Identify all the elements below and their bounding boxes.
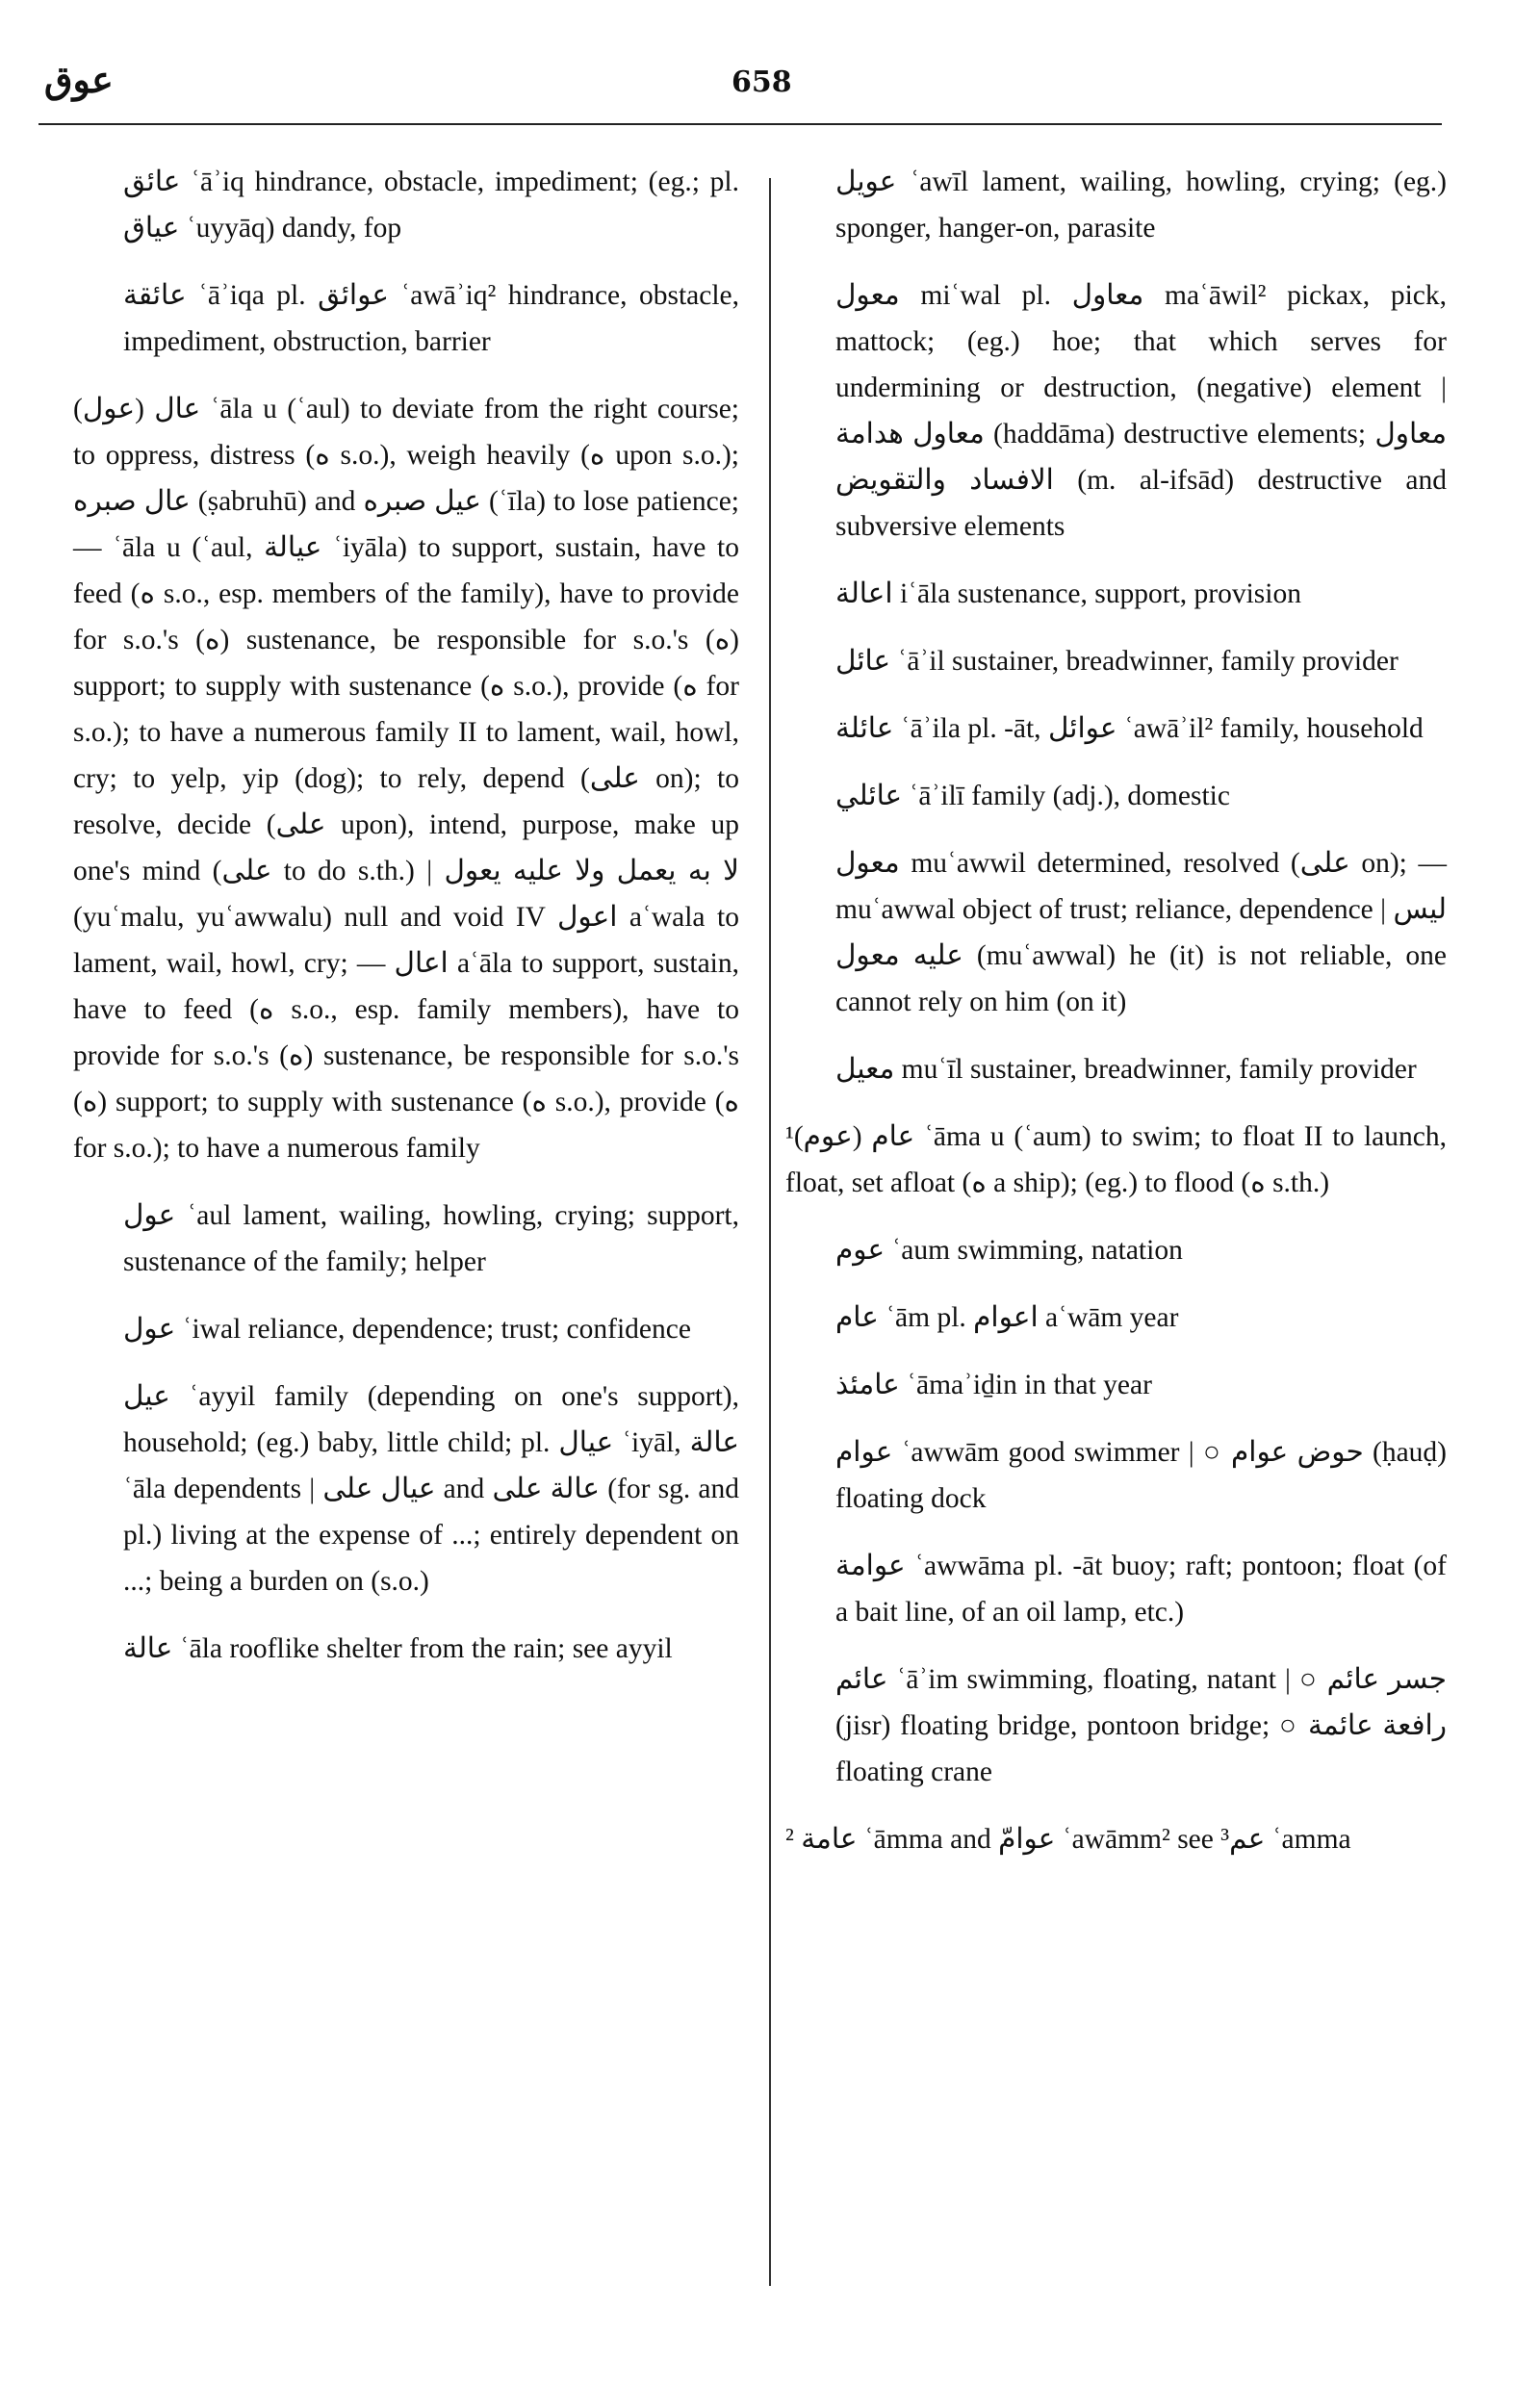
entry-headword: عوم [835, 1235, 892, 1266]
entry-definition: ʿawwām good swimmer | ○ حوض عوام (ḥauḍ) floating dock [835, 1437, 1447, 1514]
entry-definition: ʿāmma and عوامّ ʿawāmm² see ³عم ʿamma [863, 1824, 1351, 1855]
entry-definition: muʿīl sustainer, breadwinner, family provider [901, 1054, 1417, 1085]
header-rule [38, 123, 1442, 125]
entry-definition: ʿayyil family (depending on one's support), household; (eg.) baby, little child; pl. عيال ʿiyāl, عالة ʿāla dependents | عيال على and عالة على (for sg. and pl.) living at the expense of ...; entirely dependent on ...; being a burden on (s.o.) [123, 1381, 740, 1597]
entry-definition: ʿawīl lament, wailing, howling, crying; (eg.) sponger, hanger-on, parasite [835, 167, 1448, 244]
dictionary-entry [835, 272, 1447, 550]
entry-headword: عامة [801, 1824, 864, 1855]
page-header [0, 0, 1540, 144]
dictionary-entry [123, 1306, 739, 1352]
entry-definition: iʿāla sustenance, support, provision [899, 578, 1301, 609]
dictionary-entry [73, 386, 739, 1171]
column-divider [769, 178, 771, 2286]
dictionary-entry [785, 1816, 1447, 1862]
dictionary-entry [835, 1046, 1447, 1092]
entry-headword: عام [871, 1121, 925, 1152]
dictionary-entry [835, 1656, 1447, 1795]
entry-definition: ʿaul lament, wailing, howling, crying; support, sustenance of the family; helper [123, 1200, 739, 1277]
entry-headword: عائلي [835, 781, 910, 811]
entry-headword: عائقة [123, 280, 199, 311]
dictionary-entry [835, 1227, 1447, 1273]
entry-headword: عوامة [835, 1551, 915, 1581]
entry-definition: ʿāʾilī family (adj.), domestic [909, 781, 1230, 811]
entry-headword: عال [154, 394, 211, 424]
entry-headword: عائلة [835, 713, 901, 744]
entry-definition: ʿāla rooflike shelter from the rain; see ayyil [179, 1633, 673, 1664]
entry-headword: عول [123, 1200, 188, 1231]
dictionary-entry [123, 1626, 739, 1672]
entry-headword: معول [835, 848, 911, 879]
dictionary-entry [835, 1543, 1447, 1635]
entry-definition: ʿāʾila pl. -āt, عوائل ʿawāʾil² family, household [900, 713, 1424, 744]
entry-headword: عيل [123, 1381, 190, 1412]
entry-definition: muʿawwil determined, resolved (على on); — muʿawwal object of trust; reliance, dependence | ليس عليه معول (muʿawwal) he (it) is not reliable, one cannot rely on him (on it) [835, 848, 1447, 1017]
entry-definition: ʿāʾiq hindrance, obstacle, impediment; (eg.; pl. عياق ʿuyyāq) dandy, fop [123, 167, 739, 244]
entry-definition: ʿāmaʾiḏin in that year [907, 1370, 1152, 1400]
root-label: ² [785, 1824, 802, 1855]
entry-definition: miʿwal pl. معاول maʿāwil² pickax, pick, mattock; (eg.) hoe; that which serves for undermining or destruction, (negative) element | معاول هدامة (haddāma) destructive elements; معاول الافساد والتقويض (m. al-ifsād) destructive and subversive elements [835, 280, 1448, 542]
dictionary-entry [123, 159, 739, 251]
dictionary-entry [835, 638, 1447, 684]
entry-definition: ʿāʾil sustainer, breadwinner, family provider [897, 646, 1399, 677]
entry-headword: عائق [123, 167, 192, 197]
guide-word: عوق [44, 58, 114, 101]
entry-headword: عام [835, 1302, 886, 1333]
entry-headword: عامئذ [835, 1370, 908, 1400]
dictionary-entry [123, 1193, 739, 1285]
entry-headword: عوام [835, 1437, 902, 1468]
entry-definition: ʿāma u (ʿaum) to swim; to float II to launch, float, set afloat (ه a ship); (eg.) to flood (ه s.th.) [785, 1121, 1447, 1198]
entry-headword: معيل [835, 1054, 902, 1085]
page-number: 658 [732, 65, 792, 99]
entry-definition: ʿaum swimming, natation [891, 1235, 1183, 1266]
right-column [785, 159, 1448, 1884]
entry-headword: عائل [835, 646, 898, 677]
dictionary-entry [835, 571, 1447, 617]
dictionary-entry [835, 706, 1447, 752]
entry-headword: عائم [835, 1664, 897, 1695]
root-label: ¹(عوم) [785, 1121, 872, 1152]
dictionary-entry [835, 773, 1447, 819]
entry-definition: ʿāʾim swimming, floating, natant | ○ جسر عائم (jisr) floating bridge, pontoon bridge; ○ رافعة عائمة floating crane [835, 1664, 1448, 1787]
entry-headword: عول [123, 1314, 183, 1345]
entry-headword: عالة [123, 1633, 180, 1664]
entry-definition: ʿām pl. اعوام aʿwām year [886, 1302, 1179, 1333]
dictionary-entry [785, 1114, 1447, 1206]
entry-headword: معول [835, 280, 921, 311]
dictionary-entry [835, 1429, 1447, 1522]
dictionary-entry [835, 1295, 1447, 1341]
entry-definition: ʿāʾiqa pl. عوائق ʿawāʾiq² hindrance, obstacle, impediment, obstruction, barrier [123, 280, 740, 357]
entry-definition: ʿāla u (ʿaul) to deviate from the right course; to oppress, distress (ه s.o.), weigh heavily (ه upon s.o.); عال صبره (ṣabruhū) and عيل صبره (ʿīla) to lose patience; — ʿāla u (ʿaul, عيالة ʿiyāla) to support, sustain, have to feed (ه s.o., esp. members of the family), have to provide for s.o.'s (ه) sustenance, be responsible for s.o.'s (ه) support; to supply with sustenance (ه s.o.), provide (ه for s.o.); to have a numerous family II to lament, wail, howl, cry; to yelp, yip (dog); to rely, depend (على on); to resolve, decide (على upon), intend, purpose, make up one's mind (على to do s.th.) | لا به يعمل ولا عليه يعول (yuʿmalu, yuʿawwalu) null and void IV اعول aʿwala to lament, wail, howl, cry; — اعال aʿāla to support, sustain, have to feed (ه s.o., esp. family members), have to provide for s.o.'s (ه) sustenance, be responsible for s.o.'s (ه) support; to supply with sustenance (ه s.o.), provide (ه for s.o.); to have a numerous family [73, 394, 740, 1164]
dictionary-entry [835, 840, 1447, 1025]
entry-definition: ʿiwal reliance, dependence; trust; confidence [182, 1314, 691, 1345]
dictionary-entry [835, 159, 1447, 251]
dictionary-entry [123, 272, 739, 365]
entry-definition: ʿawwāma pl. -āt buoy; raft; pontoon; float (of a bait line, of an oil lamp, etc.) [835, 1551, 1447, 1628]
entry-headword: عويل [835, 167, 911, 197]
left-column [73, 159, 740, 1693]
root-label: (عول) [73, 394, 155, 424]
dictionary-entry [123, 1373, 739, 1604]
entry-headword: اعالة [835, 578, 900, 609]
dictionary-entry [835, 1362, 1447, 1408]
